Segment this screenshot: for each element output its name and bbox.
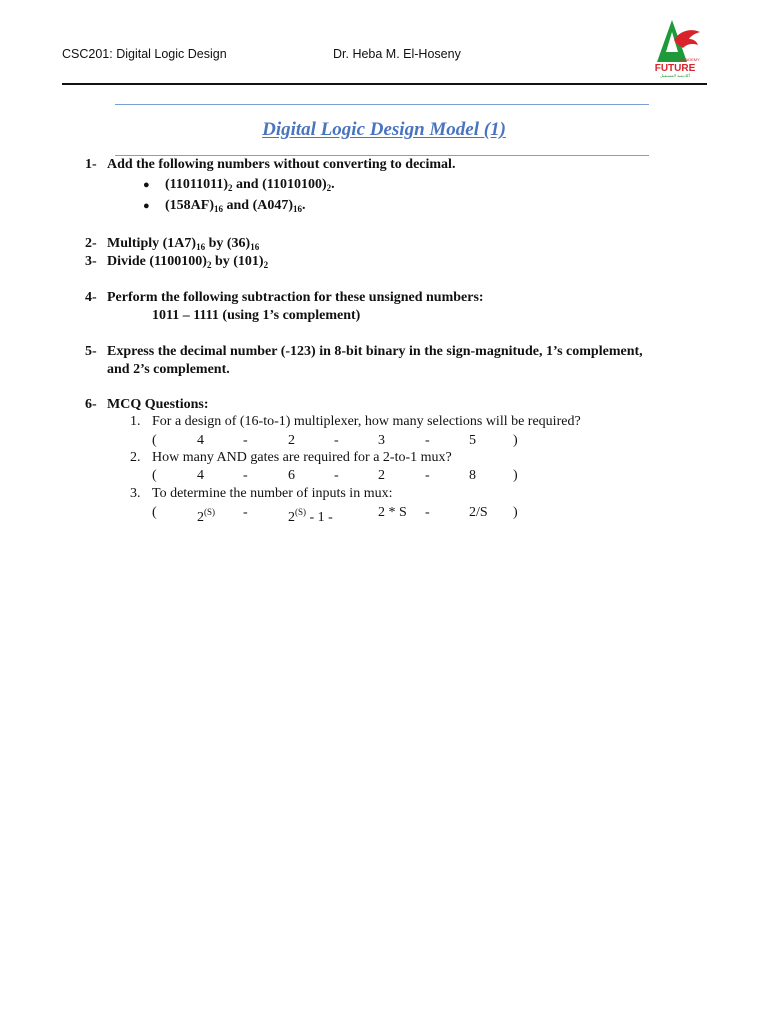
mcq-1-option-c: 3 xyxy=(378,433,385,448)
q6-number: 6- xyxy=(85,397,97,412)
mcq-3-number: 3. xyxy=(130,486,141,501)
bullet-icon: ● xyxy=(143,200,150,212)
mcq-3-separator: - xyxy=(243,505,248,520)
mcq-1-separator: - xyxy=(425,433,430,448)
q5-text-line2: and 2’s complement. xyxy=(107,362,230,377)
mcq-1-separator: - xyxy=(243,433,248,448)
mcq-1-option-d: 5 xyxy=(469,433,476,448)
mcq-1-option-b: 2 xyxy=(288,433,295,448)
q3-number: 3- xyxy=(85,254,97,269)
q1-text: Add the following numbers without converting to decimal. xyxy=(107,157,456,172)
q4-text: Perform the following subtraction for these unsigned numbers: xyxy=(107,290,484,305)
mcq-2-question: How many AND gates are required for a 2-to-1 mux? xyxy=(152,450,452,465)
q6-text: MCQ Questions: xyxy=(107,397,209,412)
logo-arabic: أكاديمية المستقبل xyxy=(660,73,690,78)
mcq-3-option-c: 2 * S xyxy=(378,505,407,520)
q3-text: Divide $(1100100)_2$ by $(101)_2$ xyxy=(107,254,269,270)
mcq-3-close-paren: ) xyxy=(513,505,518,520)
mcq-2-option-c: 2 xyxy=(378,468,385,483)
mcq-2-option-d: 8 xyxy=(469,468,476,483)
q4-number: 4- xyxy=(85,290,97,305)
mcq-3-option-a: $2^{(S)}$ xyxy=(197,507,215,525)
q2-number: 2- xyxy=(85,236,97,251)
mcq-3-option-d: 2/S xyxy=(469,505,488,520)
q1-number: 1- xyxy=(85,157,97,172)
q2-text: Multiply $(1A7)_{16}$ by $(36)_{16}$ xyxy=(107,236,260,252)
bullet-icon: ● xyxy=(143,179,150,191)
mcq-2-option-b: 6 xyxy=(288,468,295,483)
mcq-2-number: 2. xyxy=(130,450,141,465)
mcq-2-separator: - xyxy=(425,468,430,483)
mcq-1-separator: - xyxy=(334,433,339,448)
logo-word: FUTURE xyxy=(654,63,696,74)
mcq-1-option-a: 4 xyxy=(197,433,204,448)
mcq-2-open-paren: ( xyxy=(152,468,157,483)
author-name: Dr. Heba M. El-Hoseny xyxy=(333,47,461,61)
q5-number: 5- xyxy=(85,344,97,359)
q1-item-2: $(158AF)_{16}$ and $(A047)_{16}$. xyxy=(165,198,306,214)
title-rule-top xyxy=(115,104,649,105)
q5-text-line1: Express the decimal number (-123) in 8-bit binary in the sign-magnitude, 1’s complement, xyxy=(107,344,643,359)
mcq-2-option-a: 4 xyxy=(197,468,204,483)
mcq-2-close-paren: ) xyxy=(513,468,518,483)
mcq-3-open-paren: ( xyxy=(152,505,157,520)
page-title: Digital Logic Design Model (1) xyxy=(262,119,506,140)
mcq-3-question: To determine the number of inputs in mux: xyxy=(152,486,393,501)
future-academy-logo xyxy=(644,18,704,78)
course-title: CSC201: Digital Logic Design xyxy=(62,47,227,61)
logo-top-text: ACADEMY xyxy=(680,57,700,62)
mcq-1-close-paren: ) xyxy=(513,433,518,448)
q1-item-1: $(11011011)_2$ and $(11010100)_2$. xyxy=(165,177,335,193)
mcq-1-open-paren: ( xyxy=(152,433,157,448)
mcq-1-question: For a design of (16-to-1) multiplexer, how many selections will be required? xyxy=(152,414,581,429)
header-divider xyxy=(62,83,707,85)
mcq-1-number: 1. xyxy=(130,414,141,429)
mcq-3-separator: - xyxy=(425,505,430,520)
mcq-2-separator: - xyxy=(243,468,248,483)
q4-expression: 1011 – 1111 (using 1’s complement) xyxy=(152,308,361,323)
mcq-2-separator: - xyxy=(334,468,339,483)
mcq-3-option-b: $2^{(S)} - 1$ - xyxy=(288,507,333,525)
logo-icon xyxy=(644,18,704,78)
